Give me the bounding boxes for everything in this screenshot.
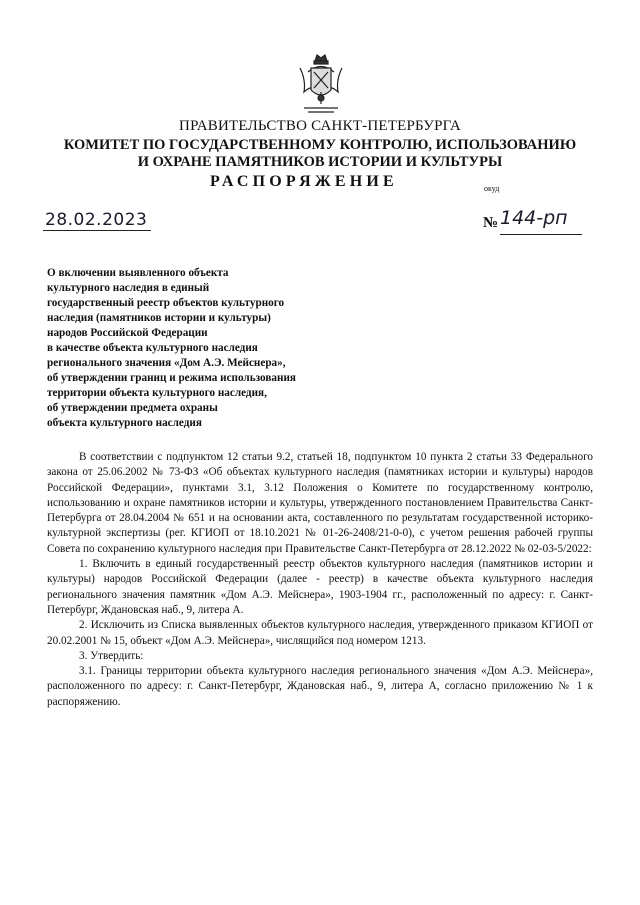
subject-line: об утверждении границ и режима использования: [47, 372, 296, 384]
subject-line: наследия (памятников истории и культуры): [47, 312, 271, 324]
document-body: [47, 450, 593, 710]
clause-2: 2. Исключить из Списка выявленных объектов культурного наследия, утвержденного приказом КГИОП от 20.02.2001 № 15, объект «Дом А.Э. Мейснера», числящийся под номером 1213.: [47, 619, 593, 647]
clause-1: 1. Включить в единый государственный реестр объектов культурного наследия (памятников истории и культуры) народов Российской Федерации (далее - реестр) в качестве объекта культурного наследия регионального значения памятник «Дом А.Э. Мейснера», 1903-1904 гг., расположенный по адресу: г. Санкт-Петербург, Ждановская наб., 9, литера А.: [47, 558, 593, 616]
document-type: РАСПОРЯЖЕНИЕ: [210, 173, 398, 190]
subject-line: в качестве объекта культурного наследия: [47, 342, 258, 354]
clause-3-1: 3.1. Границы территории объекта культурного наследия регионального значения «Дом А.Э. Мейснера», расположенного по адресу: г. Санкт-Петербург, Ждановская наб., 9, литера А, согласно приложению № 1 к распоряжению.: [47, 665, 593, 708]
document-date: 28.02.2023: [43, 210, 151, 231]
subject-line: территории объекта культурного наследия,: [47, 387, 267, 399]
number-label: №: [483, 215, 499, 231]
clause-3: 3. Утвердить:: [79, 649, 144, 662]
number-underline: [500, 234, 582, 235]
subject-line: культурного наследия в единый: [47, 282, 210, 294]
committee-title-line-2: И ОХРАНЕ ПАМЯТНИКОВ ИСТОРИИ И КУЛЬТУРЫ: [137, 154, 503, 170]
government-title: ПРАВИТЕЛЬСТВО САНКТ-ПЕТЕРБУРГА: [179, 118, 461, 134]
committee-title: [0, 137, 640, 171]
coat-of-arms-icon: [296, 52, 346, 116]
subject-line: государственный реестр объектов культурного: [47, 297, 285, 309]
document-number: 144-рп: [500, 207, 568, 229]
subject-line: народов Российской Федерации: [47, 327, 208, 339]
document-subject: [47, 266, 367, 431]
subject-line: О включении выявленного объекта: [47, 267, 229, 279]
subject-line: регионального значения «Дом А.Э. Мейснера»,: [47, 357, 286, 369]
committee-title-line-1: КОМИТЕТ ПО ГОСУДАРСТВЕННОМУ КОНТРОЛЮ, ИСПОЛЬЗОВАНИЮ: [63, 137, 577, 153]
subject-line: об утверждении предмета охраны: [47, 402, 218, 414]
subject-line: объекта культурного наследия: [47, 417, 202, 429]
okud-label: окуд: [484, 184, 500, 193]
preamble-paragraph: В соответствии с подпунктом 12 статьи 9.2, статьей 18, подпунктом 10 пункта 2 статьи 33 Федерального закона от 25.06.2002 № 73-ФЗ «Об объектах культурного наследия (памятниках истории и культуры) народов Российской Федерации», пунктами 3.1, 3.12 Положения о Комитете по государственному контролю, использованию и охране памятников истории и культуры, утвержденного постановлением Правительства Санкт-Петербурга от 28.04.2004 № 651 и на основании акта, составленного по результатам государственной историко-культурной экспертизы (рег. КГИОП от 18.10.2021 № 01-26-2408/21-0-0), с учетом решения рабочей группы Совета по сохранению культурного наследия при Правительстве Санкт-Петербурга от 28.12.2022 № 02-03-5/2022:: [47, 451, 593, 555]
